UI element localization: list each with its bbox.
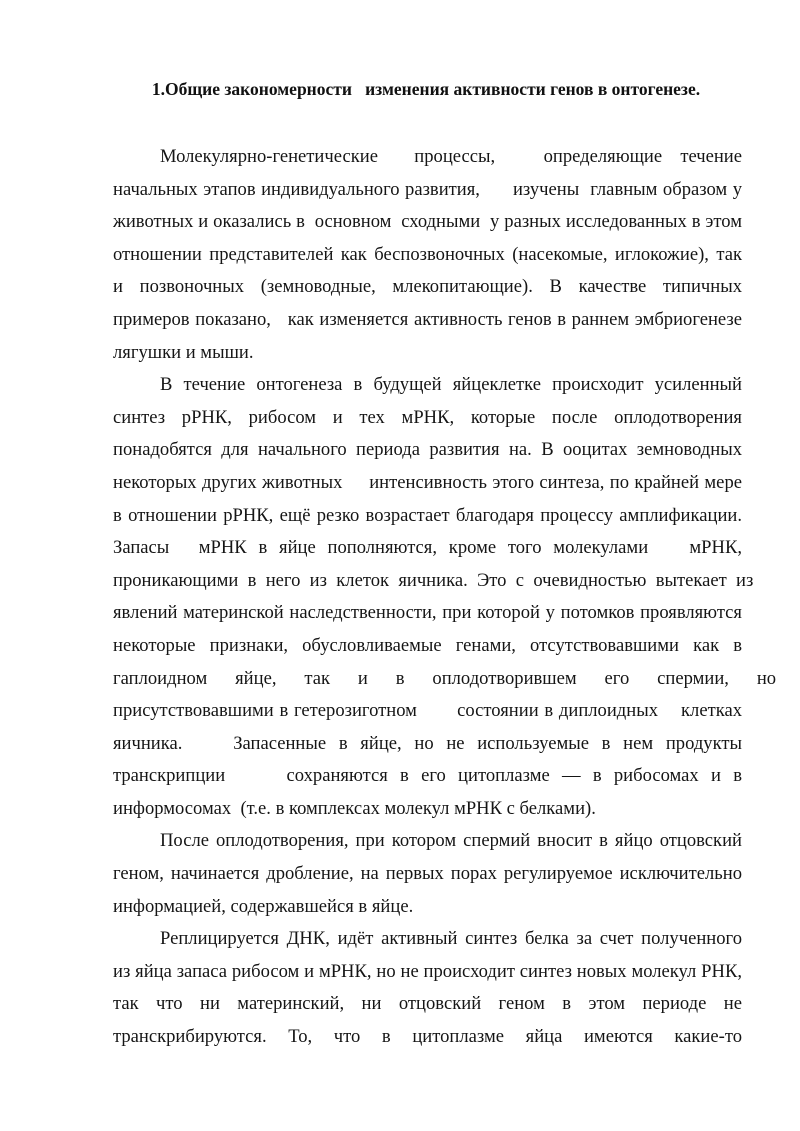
text-line: отношении представителей как беспозвоночных (насекомые, иглокожие), так (113, 243, 742, 265)
text-line: животных и оказались в основном сходными у разных исследованных в этом (113, 211, 742, 233)
text-line: некоторые признаки, обусловливаемые генами, отсутствовавшими как в (113, 634, 742, 656)
text-line: Запасы мРНК в яйце пополняются, кроме того молекулами мРНК, (113, 537, 742, 559)
text-line: информацией, содержавшейся в яйце. (113, 895, 414, 917)
paragraph-4 (113, 923, 742, 1053)
text-line: лягушки и мыши. (113, 341, 254, 363)
text-line: примеров показано, как изменяется активность генов в раннем эмбриогенезе (113, 308, 742, 330)
text-line: После оплодотворения, при котором спермий вносит в яйцо отцовский (160, 830, 742, 852)
section-title: 1.Общие закономерности изменения активности генов в онтогенезе. (151, 79, 701, 99)
text-line: транскрибируются. То, что в цитоплазме яйца имеются какие-то (113, 1026, 742, 1048)
text-line: В течение онтогенеза в будущей яйцеклетке происходит усиленный (160, 374, 742, 396)
paragraph-1 (113, 141, 742, 369)
text-line: синтез рРНК, рибосом и тех мРНК, которые после оплодотворения (113, 406, 742, 428)
document-body (113, 141, 777, 1054)
text-line: начальных этапов индивидуального развития, изучены главным образом у (113, 178, 742, 200)
paragraph-3 (113, 825, 742, 923)
text-line: в отношении рРНК, ещё резко возрастает благодаря процессу амплификации. (113, 504, 742, 526)
text-line: Реплицируется ДНК, идёт активный синтез белка за счет полученного (160, 928, 742, 950)
text-line: яичника. Запасенные в яйце, но не используемые в нем продукты (113, 732, 742, 754)
text-line: Молекулярно-генетические процессы, определяющие течение (160, 146, 742, 167)
text-line: из яйца запаса рибосом и мРНК, но не происходит синтез новых молекул РНК, (113, 960, 742, 982)
text-line: присутствовавшими в гетерозиготном состоянии в диплоидных клетках (113, 700, 742, 722)
text-line: транскрипции сохраняются в его цитоплазме — в рибосомах и в (113, 765, 742, 787)
text-line: так что ни материнский, ни отцовский геном в этом периоде не (113, 993, 742, 1015)
text-line: информосомах (т.е. в комплексах молекул мРНК с белками). (113, 797, 596, 819)
text-line: гаплоидном яйце, так и в оплодотворившем его спермии, но (113, 667, 777, 689)
text-line: геном, начинается дробление, на первых порах регулируемое исключительно (113, 863, 742, 885)
text-line: некоторых других животных интенсивность этого синтеза, по крайней мере (113, 471, 742, 493)
text-line: проникающими в него из клеток яичника. Это с очевидностью вытекает из (113, 569, 754, 591)
text-line: понадобятся для начального периода развития на. В ооцитах земноводных (113, 439, 742, 461)
paragraph-2 (113, 369, 777, 825)
text-line: и позвоночных (земноводные, млекопитающие). В качестве типичных (113, 276, 742, 298)
text-line: явлений материнской наследственности, при которой у потомков проявляются (113, 602, 742, 624)
